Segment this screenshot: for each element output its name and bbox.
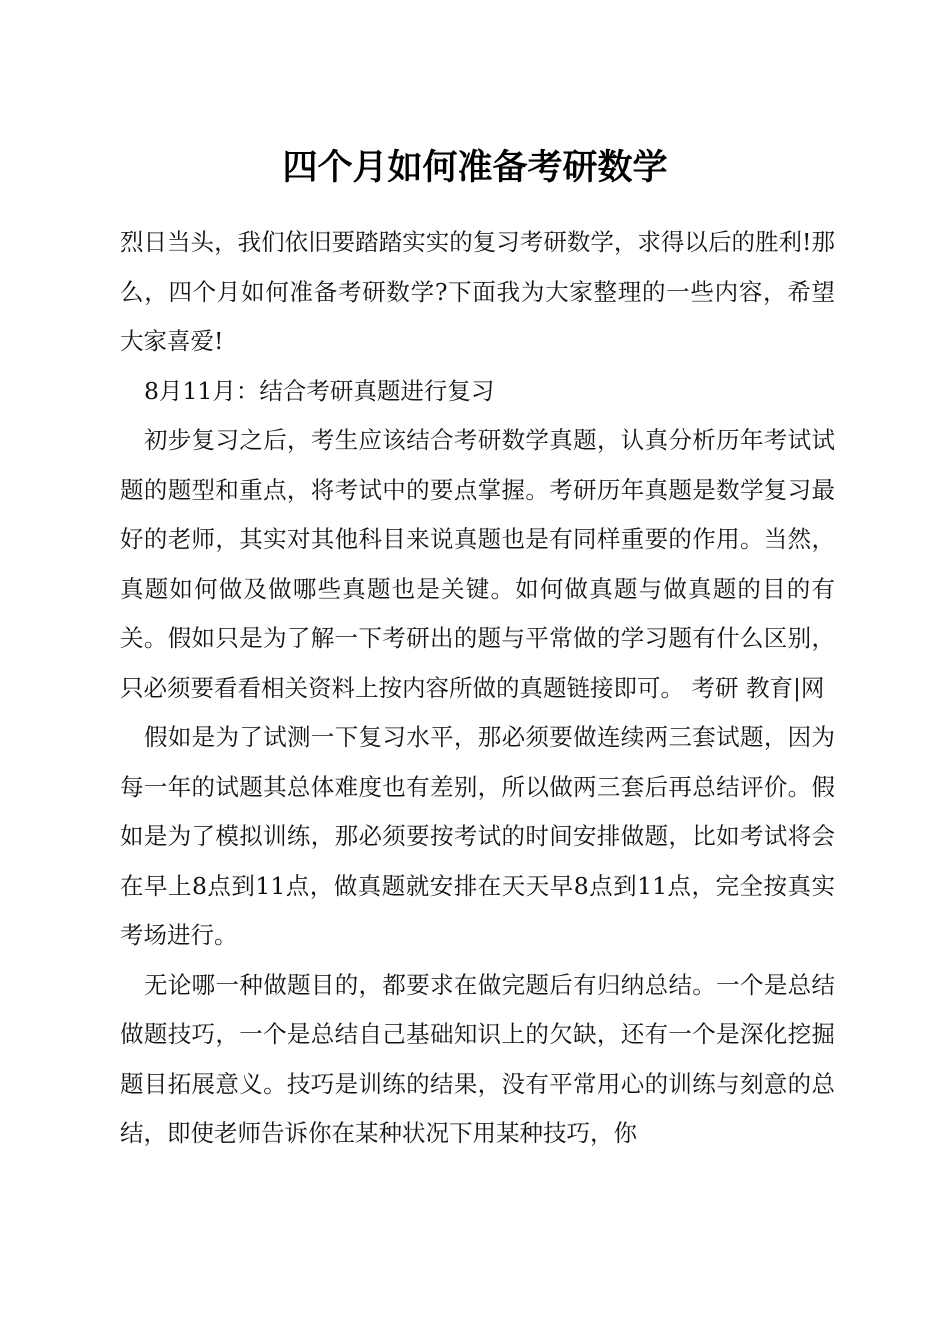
paragraph-mock-test: 假如是为了试测一下复习水平，那必须要做连续两三套试题，因为每一年的试题其总体难度也有差别，所以做两三套后再总结评价。假如是为了模拟训练，那必须要按考试的时间安排做题，比如考试将会在早上8点到11点，做真题就安排在天天早8点到11点，完全按真实考场进行。 [120,723,835,949]
document-body [120,218,835,1159]
paragraph-intro: 烈日当头，我们依旧要踏踏实实的复习考研数学，求得以后的胜利!那么，四个月如何准备考研数学?下面我为大家整理的一些内容，希望大家喜爱! [120,228,835,355]
page-title: 四个月如何准备考研数学 [282,147,668,188]
paragraph-section-heading: 8月11月：结合考研真题进行复习 [144,376,495,405]
paragraph-summary: 无论哪一种做题目的，都要求在做完题后有归纳总结。一个是总结做题技巧，一个是总结自己基础知识上的欠缺，还有一个是深化挖掘题目拓展意义。技巧是训练的结果，没有平常用心的训练与刻意的总结，即使老师告诉你在某种状况下用某种技巧，你 [120,970,835,1147]
paragraph-past-exams: 初步复习之后，考生应该结合考研数学真题，认真分析历年考试试题的题型和重点，将考试中的要点掌握。考研历年真题是数学复习最好的老师，其实对其他科目来说真题也是有同样重要的作用。当然，真题如何做及做哪些真题也是关键。如何做真题与做真题的目的有关。假如只是为了解一下考研出的题与平常做的学习题有什么区别，只必须要看看相关资料上按内容所做的真题链接即可。 考研 教育|网 [120,426,835,702]
